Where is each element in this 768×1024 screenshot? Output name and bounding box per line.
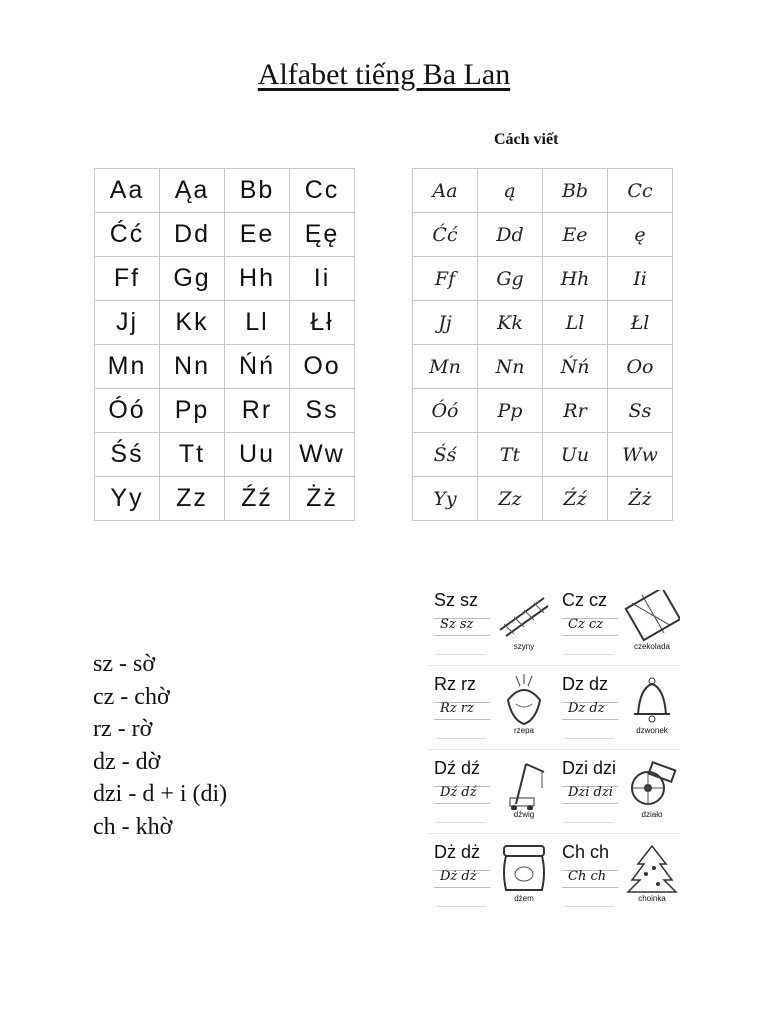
digraph-card	[428, 584, 552, 662]
print-letter-cell: Ęę	[290, 213, 355, 257]
digraph-script: Dzi dzi	[568, 785, 613, 800]
digraph-card	[556, 752, 680, 830]
print-letter-cell: Ww	[290, 433, 355, 477]
script-letter-cell: Ff	[413, 257, 478, 301]
script-letter-cell: Ii	[608, 257, 673, 301]
script-letter-cell: Hh	[543, 257, 608, 301]
digraph-script: Sz sz	[440, 617, 474, 632]
card-footer-line	[564, 906, 614, 907]
print-letter-cell: Ńń	[225, 345, 290, 389]
card-divider	[428, 749, 680, 750]
print-letter-cell: Hh	[225, 257, 290, 301]
script-letter-cell: Śś	[413, 433, 478, 477]
alphabet-row	[413, 389, 673, 433]
print-letter-cell: Tt	[160, 433, 225, 477]
digraph-script: Ch ch	[568, 869, 607, 884]
script-letter-cell: Dd	[478, 213, 543, 257]
pronunciation-list	[93, 648, 227, 843]
script-letter-cell: Tt	[478, 433, 543, 477]
print-letter-cell: Óó	[95, 389, 160, 433]
pronunciation-line: dzi - d + i (di)	[93, 781, 228, 807]
script-letter-cell: Żż	[608, 477, 673, 521]
example-word: działo	[641, 810, 663, 819]
digraph-print: Cz cz	[562, 590, 607, 610]
script-letter-cell: Jj	[413, 301, 478, 345]
script-letter-cell: Mn	[413, 345, 478, 389]
digraph-print: Dzi dzi	[562, 758, 617, 778]
pronunciation-line: cz - chờ	[93, 683, 170, 710]
print-letter-cell: Gg	[160, 257, 225, 301]
alphabet-row	[95, 257, 355, 301]
print-letter-cell: Dd	[160, 213, 225, 257]
script-letter-cell: Źź	[543, 477, 608, 521]
print-letter-cell: Pp	[160, 389, 225, 433]
script-letter-cell: Óó	[413, 389, 478, 433]
digraph-print: Dz dz	[562, 674, 609, 694]
script-letter-cell: Oo	[608, 345, 673, 389]
script-letter-cell: ą	[478, 169, 543, 213]
card-footer-line	[564, 738, 614, 739]
print-letter-cell: Cc	[290, 169, 355, 213]
script-letter-cell: Cc	[608, 169, 673, 213]
alphabet-row	[413, 433, 673, 477]
print-letter-cell: Kk	[160, 301, 225, 345]
script-letter-cell: Ss	[608, 389, 673, 433]
page-title: Alfabet tiếng Ba Lan	[257, 58, 511, 91]
print-letter-cell: Ll	[225, 301, 290, 345]
digraph-script: Dz dz	[568, 701, 605, 716]
print-letter-cell: Yy	[95, 477, 160, 521]
cannon-icon	[624, 758, 680, 810]
pronunciation-line: sz - sờ	[93, 651, 156, 677]
alphabet-row	[413, 257, 673, 301]
script-letter-cell: Rr	[543, 389, 608, 433]
digraph-script: Dź dź	[440, 785, 477, 800]
script-letter-cell: Łl	[608, 301, 673, 345]
print-letter-cell: Ee	[225, 213, 290, 257]
bell-icon	[624, 674, 680, 726]
script-letter-cell: Nn	[478, 345, 543, 389]
script-letter-cell: Ll	[543, 301, 608, 345]
digraph-script: Cz cz	[568, 617, 604, 632]
digraph-print: Rz rz	[434, 674, 476, 694]
script-letter-cell: Kk	[478, 301, 543, 345]
digraph-card	[428, 668, 552, 746]
script-letter-cell: Gg	[478, 257, 543, 301]
print-letter-cell: Ss	[290, 389, 355, 433]
print-letter-cell: Zz	[160, 477, 225, 521]
script-letter-cell: Bb	[543, 169, 608, 213]
script-letter-cell: Pp	[478, 389, 543, 433]
print-alphabet-table	[94, 168, 355, 521]
script-letter-cell: Ee	[543, 213, 608, 257]
digraph-print: Sz sz	[434, 590, 479, 610]
card-footer-line	[436, 654, 486, 655]
print-letter-cell: Bb	[225, 169, 290, 213]
alphabet-row	[95, 301, 355, 345]
alphabet-row	[95, 213, 355, 257]
card-footer-line	[436, 906, 486, 907]
print-letter-cell: Ff	[95, 257, 160, 301]
example-word: dzwonek	[636, 726, 668, 735]
rails-icon	[496, 590, 552, 642]
pronunciation-line: dz - dờ	[93, 748, 161, 775]
example-word: choinka	[638, 894, 666, 903]
alphabet-row	[95, 345, 355, 389]
print-letter-cell: Ii	[290, 257, 355, 301]
digraph-card	[428, 752, 552, 830]
card-footer-line	[564, 654, 614, 655]
script-letter-cell: Yy	[413, 477, 478, 521]
alphabet-row	[413, 345, 673, 389]
digraph-print: Ch ch	[562, 842, 610, 862]
alphabet-row	[413, 477, 673, 521]
example-word: szyny	[513, 642, 535, 651]
digraph-card	[556, 836, 680, 914]
alphabet-row	[95, 433, 355, 477]
alphabet-row	[95, 477, 355, 521]
card-divider	[428, 665, 680, 666]
script-alphabet-table	[412, 168, 673, 521]
print-letter-cell: Śś	[95, 433, 160, 477]
card-footer-line	[436, 822, 486, 823]
digraph-card	[556, 584, 680, 662]
alphabet-row	[95, 389, 355, 433]
crane-icon	[496, 758, 552, 810]
script-letter-cell: Ńń	[543, 345, 608, 389]
card-divider	[428, 833, 680, 834]
digraph-script: Dż dż	[440, 869, 477, 884]
alphabet-row	[413, 169, 673, 213]
print-letter-cell: Ąa	[160, 169, 225, 213]
print-letter-cell: Żż	[290, 477, 355, 521]
alphabet-row	[413, 213, 673, 257]
example-word: dżem	[514, 894, 534, 903]
print-letter-cell: Mn	[95, 345, 160, 389]
print-letter-cell: Źź	[225, 477, 290, 521]
print-letter-cell: Uu	[225, 433, 290, 477]
christmas-tree-icon	[624, 842, 680, 894]
card-footer-line	[564, 822, 614, 823]
pronunciation-line: ch - khờ	[93, 813, 173, 840]
print-letter-cell: Nn	[160, 345, 225, 389]
cursive-heading: Cách viết	[494, 131, 559, 148]
print-letter-cell: Rr	[225, 389, 290, 433]
script-letter-cell: Ćć	[413, 213, 478, 257]
example-word: czekolada	[633, 642, 671, 651]
pronunciation-line: rz - rờ	[93, 716, 153, 742]
digraph-card	[428, 836, 552, 914]
alphabet-row	[413, 301, 673, 345]
example-word: dźwig	[513, 810, 535, 819]
digraph-print: Dź dź	[434, 758, 481, 778]
chocolate-icon	[624, 590, 680, 642]
script-letter-cell: Uu	[543, 433, 608, 477]
print-letter-cell: Ćć	[95, 213, 160, 257]
turnip-icon	[496, 674, 552, 726]
digraph-card	[556, 668, 680, 746]
print-letter-cell: Jj	[95, 301, 160, 345]
print-letter-cell: Oo	[290, 345, 355, 389]
digraph-cards	[428, 584, 680, 914]
digraph-script: Rz rz	[440, 701, 474, 716]
script-letter-cell: Aa	[413, 169, 478, 213]
alphabet-row	[95, 169, 355, 213]
print-letter-cell: Łł	[290, 301, 355, 345]
example-word: rzepa	[513, 726, 534, 735]
digraph-print: Dż dż	[434, 842, 481, 862]
script-letter-cell: Ww	[608, 433, 673, 477]
card-footer-line	[436, 738, 486, 739]
jam-jar-icon	[496, 842, 552, 894]
script-letter-cell: ę	[608, 213, 673, 257]
script-letter-cell: Zz	[478, 477, 543, 521]
print-letter-cell: Aa	[95, 169, 160, 213]
